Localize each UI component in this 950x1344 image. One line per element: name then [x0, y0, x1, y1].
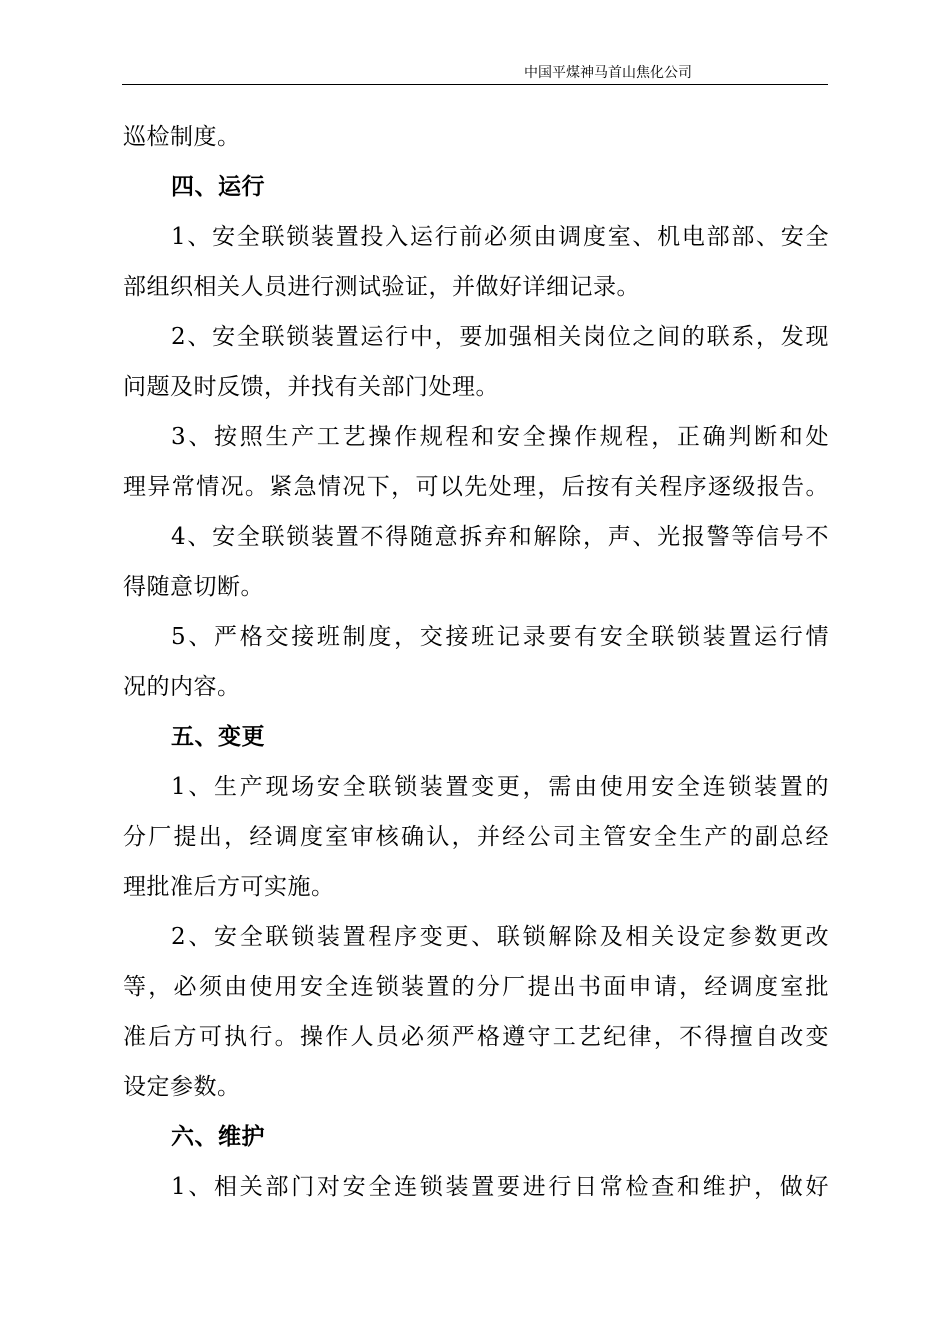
- body-line: 理批准后方可实施。: [123, 874, 335, 900]
- page-header-company: 中国平煤神马首山焦化公司: [524, 65, 692, 81]
- body-line: 5、严格交接班制度，交接班记录要有安全联锁装置运行情: [171, 624, 829, 650]
- body-line: 等，必须由使用安全连锁装置的分厂提出书面申请，经调度室批: [123, 974, 829, 1000]
- body-line: 2、安全联锁装置运行中，要加强相关岗位之间的联系，发现: [171, 324, 829, 350]
- header-divider: [122, 84, 828, 85]
- section-heading-maintenance: 六、维护: [171, 1123, 265, 1150]
- body-line: 4、安全联锁装置不得随意拆弃和解除，声、光报警等信号不: [171, 524, 829, 550]
- section-heading-operation: 四、运行: [171, 173, 265, 200]
- body-line: 3、按照生产工艺操作规程和安全操作规程，正确判断和处: [171, 424, 829, 450]
- body-line: 理异常情况。紧急情况下，可以先处理，后按有关程序逐级报告。: [123, 474, 829, 500]
- body-line: 1、相关部门对安全连锁装置要进行日常检查和维护，做好: [171, 1174, 829, 1200]
- body-line: 得随意切断。: [123, 574, 264, 600]
- body-line: 2、安全联锁装置程序变更、联锁解除及相关设定参数更改: [171, 924, 829, 950]
- document-body: [123, 112, 829, 1212]
- body-line: 巡检制度。: [123, 124, 241, 150]
- body-line: 分厂提出，经调度室审核确认，并经公司主管安全生产的副总经: [123, 824, 829, 850]
- body-line: 1、生产现场安全联锁装置变更，需由使用安全连锁装置的: [171, 774, 829, 800]
- body-line: 设定参数。: [123, 1074, 241, 1100]
- body-line: 准后方可执行。操作人员必须严格遵守工艺纪律，不得擅自改变: [123, 1024, 829, 1050]
- body-line: 况的内容。: [123, 674, 241, 700]
- body-line: 问题及时反馈，并找有关部门处理。: [123, 374, 499, 400]
- body-line: 1、安全联锁装置投入运行前必须由调度室、机电部部、安全: [171, 224, 829, 250]
- body-line: 部组织相关人员进行测试验证，并做好详细记录。: [123, 274, 640, 300]
- section-heading-change: 五、变更: [171, 723, 265, 750]
